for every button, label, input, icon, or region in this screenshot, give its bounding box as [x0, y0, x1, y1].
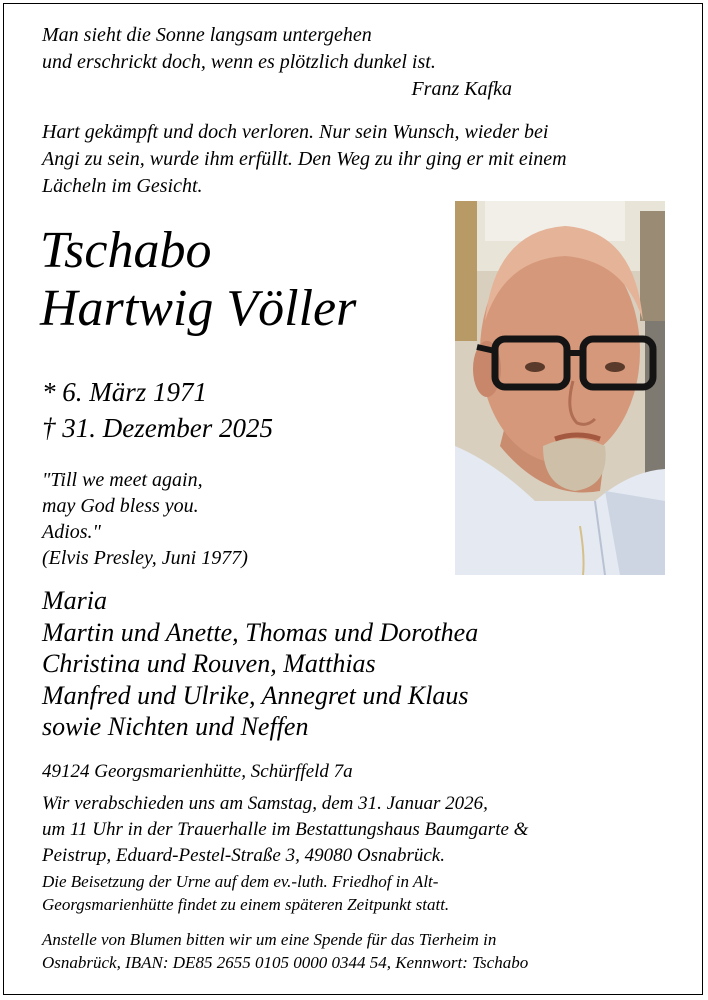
elvis-quote-line: Adios."	[42, 521, 101, 543]
service-line: um 11 Uhr in der Trauerhalle im Bestattungshaus Baumgarte &	[42, 819, 529, 840]
kafka-quote	[42, 22, 512, 103]
donation-line: Anstelle von Blumen bitten wir um eine Spende für das Tierheim in	[42, 930, 497, 949]
death-date: † 31. Dezember 2025	[42, 413, 273, 443]
family-member: Manfred und Ulrike, Annegret und Klaus	[42, 680, 469, 710]
urn-burial-info	[42, 870, 449, 916]
life-dates	[42, 374, 273, 446]
donation-line: Osnabrück, IBAN: DE85 2655 0105 0000 0344 54, Kennwort: Tschabo	[42, 953, 529, 972]
family-member: Christina und Rouven, Matthias	[42, 649, 376, 678]
service-line: Peistrup, Eduard-Pestel-Straße 3, 49080 Osnabrück.	[42, 845, 445, 866]
deceased-name	[40, 222, 356, 338]
donation-info	[42, 928, 528, 974]
intro-text	[42, 119, 662, 200]
elvis-quote-line: "Till we meet again,	[42, 469, 203, 491]
full-name: Hartwig Völler	[40, 280, 357, 337]
elvis-quote	[42, 467, 248, 571]
family-member: sowie Nichten und Neffen	[42, 712, 309, 741]
family-member: Maria	[42, 586, 107, 615]
intro-line: Lächeln im Gesicht.	[42, 175, 203, 197]
urn-line: Georgsmarienhütte findet zu einem späteren Zeitpunkt statt.	[42, 895, 450, 914]
elvis-quote-line: may God bless you.	[42, 495, 199, 517]
elvis-quote-source: (Elvis Presley, Juni 1977)	[42, 547, 248, 569]
funeral-service-info	[42, 791, 528, 869]
family-address: 49124 Georgsmarienhütte, Schürffeld 7a	[42, 761, 353, 782]
portrait-image	[455, 201, 665, 575]
service-line: Wir verabschieden uns am Samstag, dem 31. Januar 2026,	[42, 793, 488, 814]
nickname: Tschabo	[40, 222, 212, 279]
intro-line: Hart gekämpft und doch verloren. Nur sein Wunsch, wieder bei	[42, 121, 549, 143]
quote-author: Franz Kafka	[411, 78, 512, 100]
intro-line: Angi zu sein, wurde ihm erfüllt. Den Weg zu ihr ging er mit einem	[42, 148, 567, 170]
portrait-photo	[455, 201, 665, 575]
urn-line: Die Beisetzung der Urne auf dem ev.-luth. Friedhof in Alt-	[42, 872, 439, 891]
quote-line: und erschrickt doch, wenn es plötzlich dunkel ist.	[42, 51, 436, 73]
quote-line: Man sieht die Sonne langsam untergehen	[42, 24, 372, 46]
family-member: Martin und Anette, Thomas und Dorothea	[42, 617, 479, 647]
family-list	[42, 585, 478, 743]
birth-date: * 6. März 1971	[42, 377, 208, 407]
